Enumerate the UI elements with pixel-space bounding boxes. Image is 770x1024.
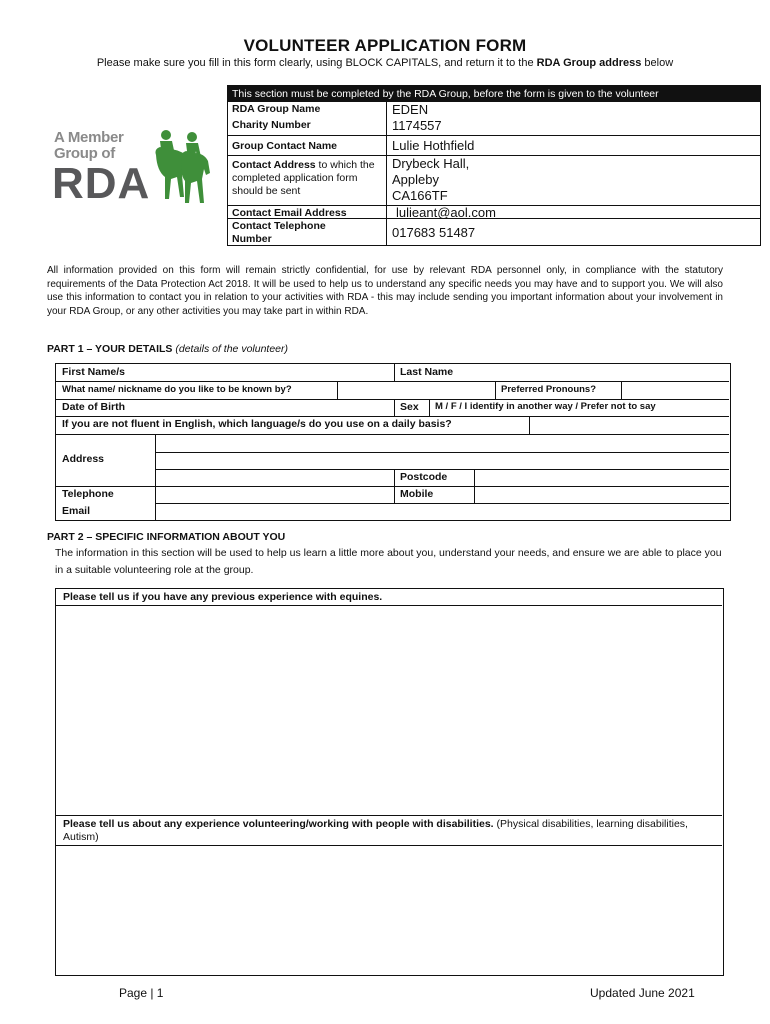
instructions-end: below	[641, 57, 674, 69]
label-date-of-birth: Date of Birth	[62, 401, 125, 413]
form-title: VOLUNTEER APPLICATION FORM	[243, 36, 527, 55]
label-first-name: First Name/s	[62, 366, 126, 378]
volunteer-details-table	[55, 363, 731, 521]
row-divider	[56, 486, 729, 487]
row-divider	[56, 434, 729, 435]
row-divider	[56, 815, 722, 816]
address-line-1: Drybeck Hall,	[392, 156, 470, 171]
specific-info-table	[55, 588, 724, 976]
value-contact-email: lulieant@aol.com	[396, 205, 496, 220]
group-table-header: This section must be completed by the RDA Group, before the form is given to the volunteer	[228, 86, 760, 102]
label-charity-number: Charity Number	[232, 119, 311, 131]
instructions-bold: RDA Group address	[536, 57, 642, 69]
row-divider	[56, 605, 722, 606]
label-address: Address	[62, 453, 105, 465]
label-nickname: What name/ nickname do you like to be known by?	[62, 384, 292, 395]
value-charity-number: 1174557	[392, 118, 442, 133]
horse-riders-icon	[154, 125, 212, 213]
rda-member-logo	[54, 125, 214, 215]
label-last-name: Last Name	[400, 366, 454, 378]
part2-intro: The information in this section will be used to help us learn a little more about you, understand your needs, and ensure we are able to place you in a suitable volunteering role at the group.	[55, 547, 722, 576]
row-divider	[56, 845, 722, 846]
label-mobile: Mobile	[400, 488, 434, 500]
value-group-contact: Lulie Hothfield	[392, 138, 475, 153]
label-language: If you are not fluent in English, which language/s do you use on a daily basis?	[62, 418, 452, 430]
row-group-contact	[228, 135, 760, 155]
row-divider	[155, 469, 729, 470]
part1-heading-text: PART 1 – YOUR DETAILS	[47, 343, 173, 355]
part1-heading-note: (details of the volunteer)	[175, 343, 289, 355]
label-contact-telephone: Contact Telephone Number	[232, 220, 326, 245]
page-number: Page | 1	[119, 986, 164, 1000]
instructions-text: Please make sure you fill in this form clearly, using BLOCK CAPITALS, and return it to the	[96, 57, 537, 69]
logo-line-2: Group of	[54, 145, 115, 162]
rda-group-details-table	[227, 85, 761, 246]
row-divider	[56, 416, 729, 417]
col-divider	[155, 434, 156, 520]
row-divider	[155, 452, 729, 453]
label-contact-address-note: to which the completed application form should be sent	[232, 159, 375, 197]
row-divider	[155, 503, 729, 504]
question-disability-note: (Physical disabilities, learning disabilities, Autism)	[63, 818, 688, 843]
address-line-2: Appleby	[392, 172, 439, 187]
question-disability-experience	[63, 818, 713, 844]
privacy-statement: All information provided on this form will remain strictly confidential, for use by relevant RDA personnel only, in compliance with the statutory requirements of the Data Protection Act 2018. It will be used to help us to understand any specific needs you may have and to support you. We will also use this information to contact you in relation to your activities with RDA - this may include sending you important information about your involvement in your RDA Group, or any other activities you may take part in within RDA.	[47, 265, 723, 317]
address-line-3: CA166TF	[392, 188, 448, 203]
label-group-name: RDA Group Name	[232, 103, 321, 115]
updated-date: Updated June 2021	[590, 986, 695, 1000]
label-group-contact: Group Contact Name	[232, 140, 338, 152]
value-contact-telephone: 017683 51487	[392, 225, 476, 240]
part2-heading: PART 2 – SPECIFIC INFORMATION ABOUT YOU	[47, 531, 286, 543]
row-charity-number	[228, 118, 760, 135]
label-contact-address	[232, 159, 382, 198]
form-instructions	[0, 57, 770, 69]
row-group-name	[228, 102, 760, 118]
col-divider	[529, 416, 530, 434]
label-pronouns: Preferred Pronouns?	[501, 384, 597, 395]
logo-rda-mark: RDA	[52, 159, 151, 208]
question-equine-text: Please tell us if you have any previous experience with equines.	[63, 591, 383, 603]
label-postcode: Postcode	[400, 471, 448, 483]
label-sex: Sex	[400, 401, 419, 413]
value-contact-address	[386, 156, 469, 204]
col-divider	[621, 381, 622, 399]
label-telephone: Telephone	[62, 488, 114, 500]
row-contact-telephone	[228, 218, 760, 246]
question-disability-text: Please tell us about any experience volunteering/working with people with disabilities.	[63, 818, 494, 830]
label-contact-address-bold: Contact Address	[232, 159, 316, 171]
row-divider	[56, 381, 729, 382]
row-divider	[56, 399, 729, 400]
value-group-name: EDEN	[392, 102, 429, 117]
label-contact-email: Contact Email Address	[232, 207, 347, 219]
logo-line-1: A Member	[54, 129, 124, 146]
question-equine-experience	[63, 591, 382, 604]
label-email: Email	[62, 505, 91, 517]
part1-heading	[47, 343, 288, 355]
col-divider	[474, 469, 475, 503]
col-divider	[337, 381, 338, 399]
row-contact-address	[228, 155, 760, 205]
sex-options: M / F / I identify in another way / Prefer not to say	[435, 401, 656, 412]
